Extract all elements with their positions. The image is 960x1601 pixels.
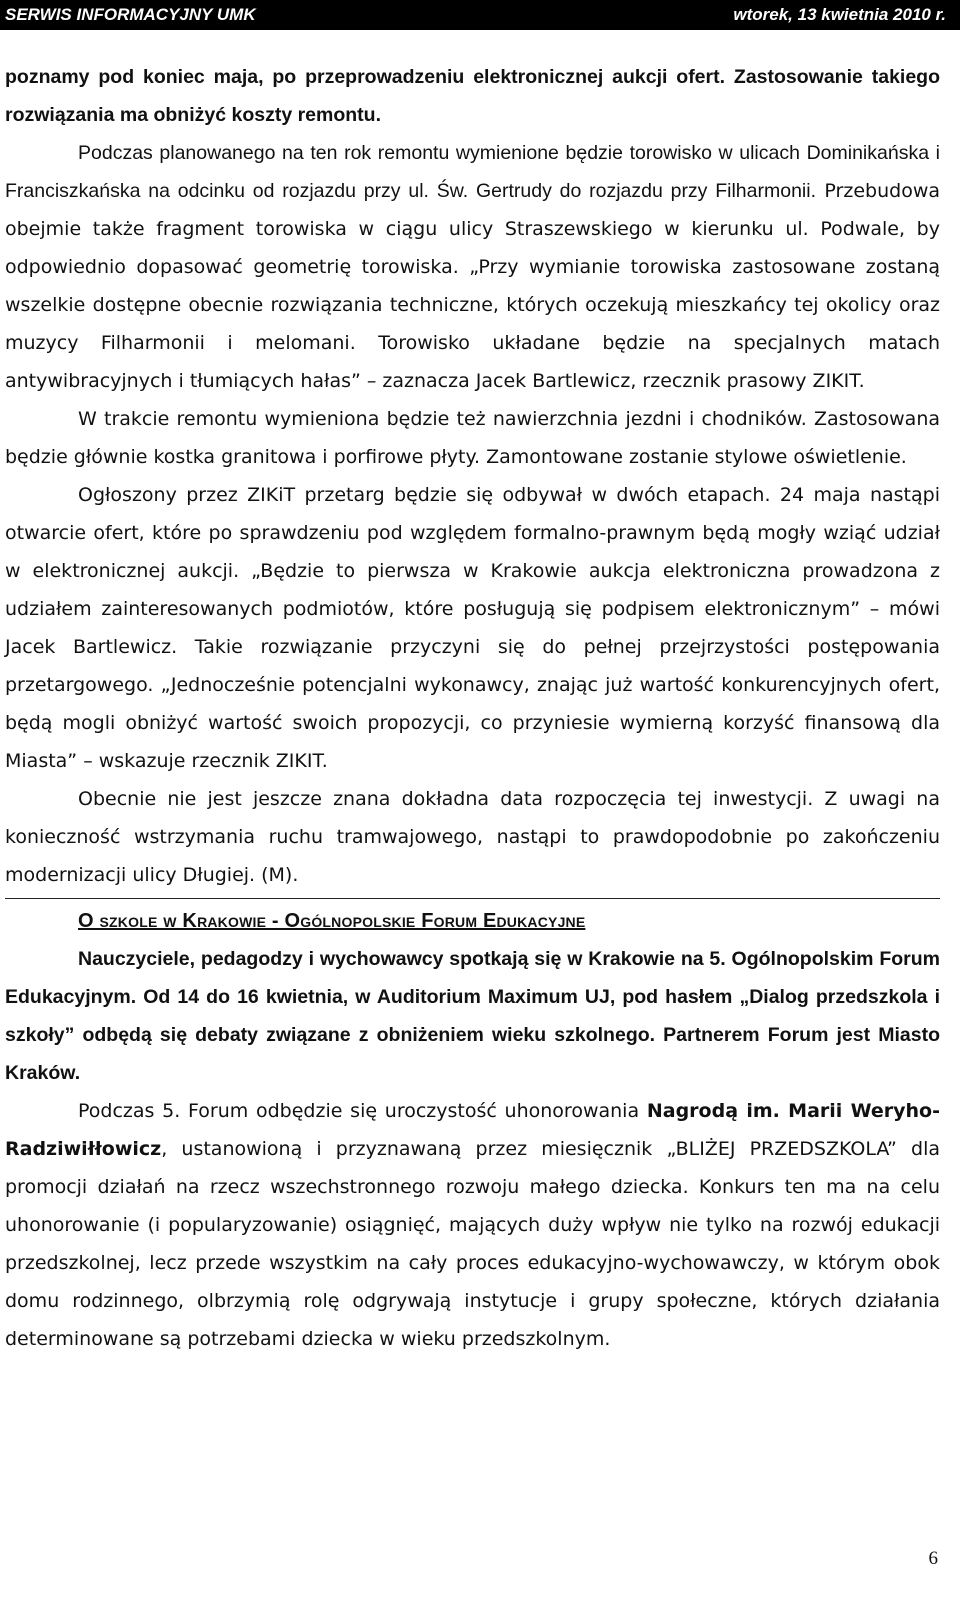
article2-title: O szkole w Krakowie - Ogólnopolskie Forum Edukacyjne [78, 910, 586, 932]
article1-paragraph-2 [5, 134, 940, 400]
article1-paragraph-2-rest: Przebudowa obejmie także fragment torowiska w ciągu ulicy Straszewskiego w kierunku ul. Podwale, by odpowiednio dopasować geometrię torowiska. „Przy wymianie torowiska zastosowane zostaną wszelkie dostępne obecnie rozwiązania techniczne, których oczekują mieszkańcy tej okolicy oraz muzycy Filharmonii i melomani. Torowisko układane będzie na specjalnych matach antywibracyjnych i tłumiących hałas” – zaznacza Jacek Bartlewicz, rzecznik prasowy ZIKIT. [5, 180, 940, 392]
article2-paragraph-2-start: Podczas 5. Forum odbędzie się uroczystość uhonorowania [78, 1100, 647, 1122]
article2-lead: Nauczyciele, pedagodzy i wychowawcy spotkają się w Krakowie na 5. Ogólnopolskim Forum Edukacyjnym. Od 14 do 16 kwietnia, w Auditorium Maximum UJ, pod hasłem „Dialog przedszkola i szkoły” odbędą się debaty związane z obniżeniem wieku szkolnego. Partnerem Forum jest Miasto Kraków. [5, 948, 940, 1084]
page-number: 6 [928, 1548, 938, 1569]
article2-paragraph-2-rest: , ustanowioną i przyznawaną przez miesięcznik „BLIŻEJ PRZEDSZKOLA” dla promocji działań na rzecz wszechstronnego rozwoju małego dziecka. Konkurs ten ma na celu uhonorowanie (i popularyzowanie) osiągnięć, mających duży wpływ nie tylko na rozwój edukacji przedszkolnej, lecz przede wszystkim na cały proces edukacyjno-wychowawczy, w którym obok domu rodzinnego, olbrzymią rolę odgrywają instytucje i grupy społeczne, których działania determinowane są potrzebami dziecka w wieku przedszkolnym. [5, 1138, 940, 1350]
page-header [0, 0, 960, 30]
article1-paragraph-4: Ogłoszony przez ZIKiT przetarg będzie się odbywał w dwóch etapach. 24 maja nastąpi otwarcie ofert, które po sprawdzeniu pod względem formalno-prawnym będą mogły wziąć udział w elektronicznej aukcji. „Będzie to pierwsza w Krakowie aukcja elektroniczna prowadzona z udziałem zainteresowanych podmiotów, które posługują się podpisem elektronicznym” – mówi Jacek Bartlewicz. Takie rozwiązanie przyczyni się do pełnej przejrzystości postępowania przetargowego. „Jednocześnie potencjalni wykonawcy, znając już wartość konkurencyjnych ofert, będą mogli obniżyć wartość swoich propozycji, co przyniesie wymierną korzyść finansową dla Miasta” – wskazuje rzecznik ZIKIT. [5, 484, 940, 772]
document-body [5, 58, 940, 1358]
header-date: wtorek, 13 kwietnia 2010 r. [733, 5, 946, 24]
section-divider [5, 898, 940, 899]
article1-paragraph-5: Obecnie nie jest jeszcze znana dokładna data rozpoczęcia tej inwestycji. Z uwagi na konieczność wstrzymania ruchu tramwajowego, nastąpi to prawdopodobnie po zakończeniu modernizacji ulicy Długiej. (M). [5, 788, 940, 886]
header-publication: SERWIS INFORMACYJNY UMK [5, 5, 256, 24]
article1-paragraph-3: W trakcie remontu wymieniona będzie też nawierzchnia jezdni i chodników. Zastosowana będzie głównie kostka granitowa i porfirowe płyty. Zamontowane zostanie stylowe oświetlenie. [5, 408, 940, 468]
article2-award-name: Nagrodą im. Marii Weryho-Radziwiłłowicz [5, 1100, 940, 1160]
article2-paragraph-2 [5, 1092, 940, 1358]
article1-lead-continuation: poznamy pod koniec maja, po przeprowadzeniu elektronicznej aukcji ofert. Zastosowanie takiego rozwiązania ma obniżyć koszty remontu. [5, 66, 940, 126]
article1-paragraph-2-sans: Podczas planowanego na ten rok remontu wymienione będzie torowisko w ulicach Dominikańska i Franciszkańska na odcinku od rozjazdu przy ul. Św. Gertrudy do rozjazdu przy Filharmonii. [5, 142, 940, 202]
